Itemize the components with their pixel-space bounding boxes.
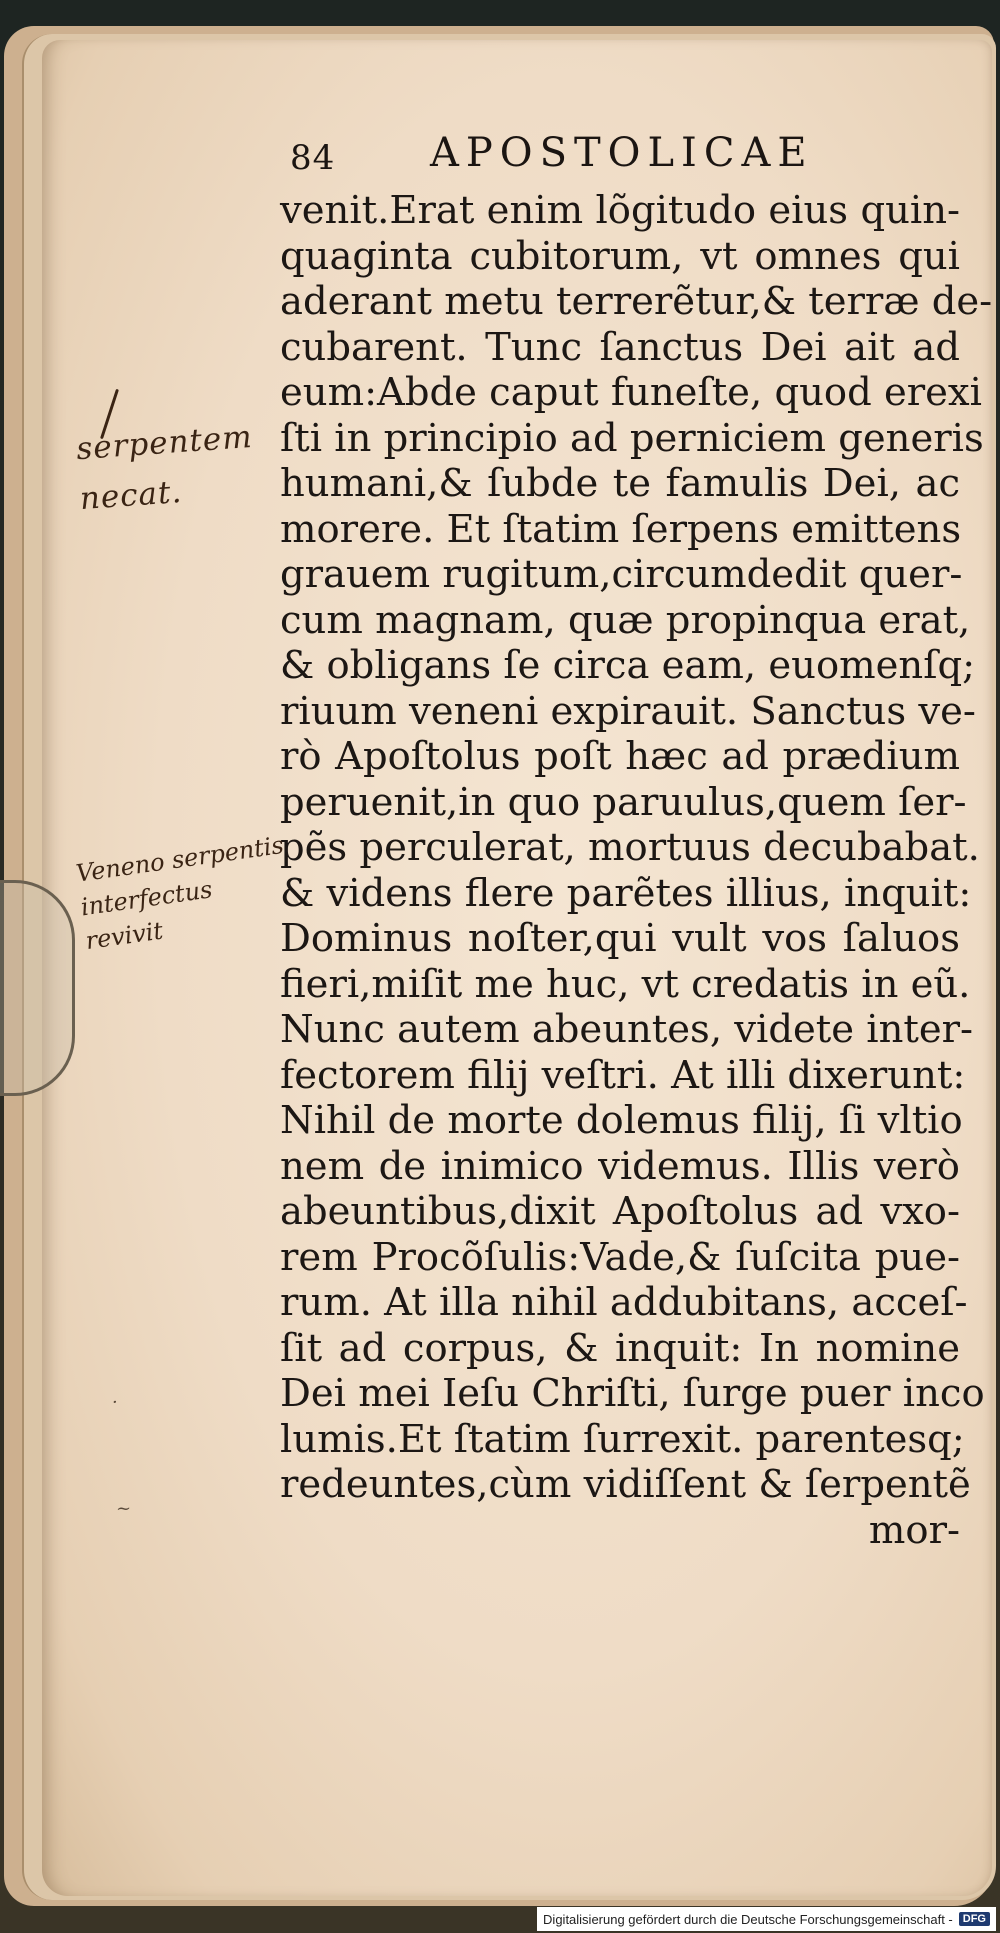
text-line: ſti in principio ad perniciem generis: [280, 415, 984, 461]
text-line: Dei mei Ieſu Chriſti, ſurge puer inco: [280, 1371, 985, 1416]
margin-note-line: revivit: [83, 916, 165, 956]
text-line: morere. Et ſtatim ſerpens emittens: [280, 506, 962, 552]
ink-mark: ~: [116, 1498, 132, 1519]
text-line: abeuntibus,dixit Apoſtolus ad vxo-: [280, 1189, 960, 1234]
text-line: nem de inimico videmus. Illis verò: [280, 1143, 960, 1189]
text-line: Nunc autem abeuntes, videte inter-: [280, 1007, 974, 1052]
page-clip: [0, 880, 75, 1096]
footer-credit: Digitalisierung gefördert durch die Deutsche Forschungsgemeinschaft -: [543, 1911, 953, 1927]
text-line: quaginta cubitorum, vt omnes qui: [280, 233, 960, 279]
text-line: humani,& ſubde te famulis Dei, ac: [280, 461, 960, 506]
dfg-logo: DFG: [959, 1912, 990, 1926]
text-line: rò Apoſtolus poſt hæc ad prædium: [280, 734, 960, 779]
text-line: cum magnam, quæ propinqua erat,: [280, 597, 971, 643]
text-line: rem Procõſulis:Vade,& ſuſcita pue-: [280, 1234, 960, 1280]
text-line: eum:Abde caput funeſte, quod erexi: [280, 370, 982, 415]
text-line: fieri,miſit me huc, vt credatis in eũ.: [280, 961, 971, 1007]
text-line: pẽs perculerat, mortuus decubabat.: [280, 825, 980, 870]
margin-note-line: serpentem: [75, 418, 254, 468]
margin-note-line: Veneno serpentis: [74, 830, 286, 888]
text-line: ſit ad corpus, & inquit: In nomine: [280, 1325, 960, 1371]
text-line: & videns flere parẽtes illius, inquit:: [280, 870, 972, 916]
running-title: APOSTOLICAE: [430, 130, 814, 176]
text-line: Dominus noſter,qui vult vos ſaluos: [280, 916, 960, 961]
text-line: redeuntes,cùm vidiſſent & ſerpentẽ: [280, 1462, 971, 1507]
text-line: fectorem filij veſtri. At illi dixerunt:: [280, 1052, 966, 1098]
digitization-footer: [537, 1907, 996, 1931]
text-line: & obligans ſe circa eam, euomenſq;: [280, 643, 976, 688]
text-line: riuum veneni expirauit. Sanctus ve-: [280, 688, 976, 734]
text-line: cubarent. Tunc ſanctus Dei ait ad: [280, 324, 960, 370]
margin-note-line: necat.: [78, 473, 184, 518]
margin-note-line: interfectus: [79, 875, 215, 922]
text-line: lumis.Et ſtatim ſurrexit. parentesq;: [280, 1416, 965, 1462]
catchword: mor-: [868, 1507, 960, 1553]
text-line: aderant metu terrerẽtur,& terræ de-: [280, 279, 993, 324]
ink-mark: ·: [112, 1392, 118, 1413]
text-line: rum. At illa nihil addubitans, acceſ-: [280, 1280, 968, 1325]
body-text: [280, 188, 993, 1553]
text-line: Nihil de morte dolemus filij, ſi vltio: [280, 1098, 963, 1143]
text-line: peruenit,in quo paruulus,quem ſer-: [280, 779, 967, 825]
page-number: 84: [290, 138, 336, 178]
text-line: grauem rugitum,circumdedit quer-: [280, 552, 963, 597]
text-line: venit.Erat enim lõgitudo eius quin-: [280, 188, 960, 233]
page-header: [290, 130, 850, 190]
